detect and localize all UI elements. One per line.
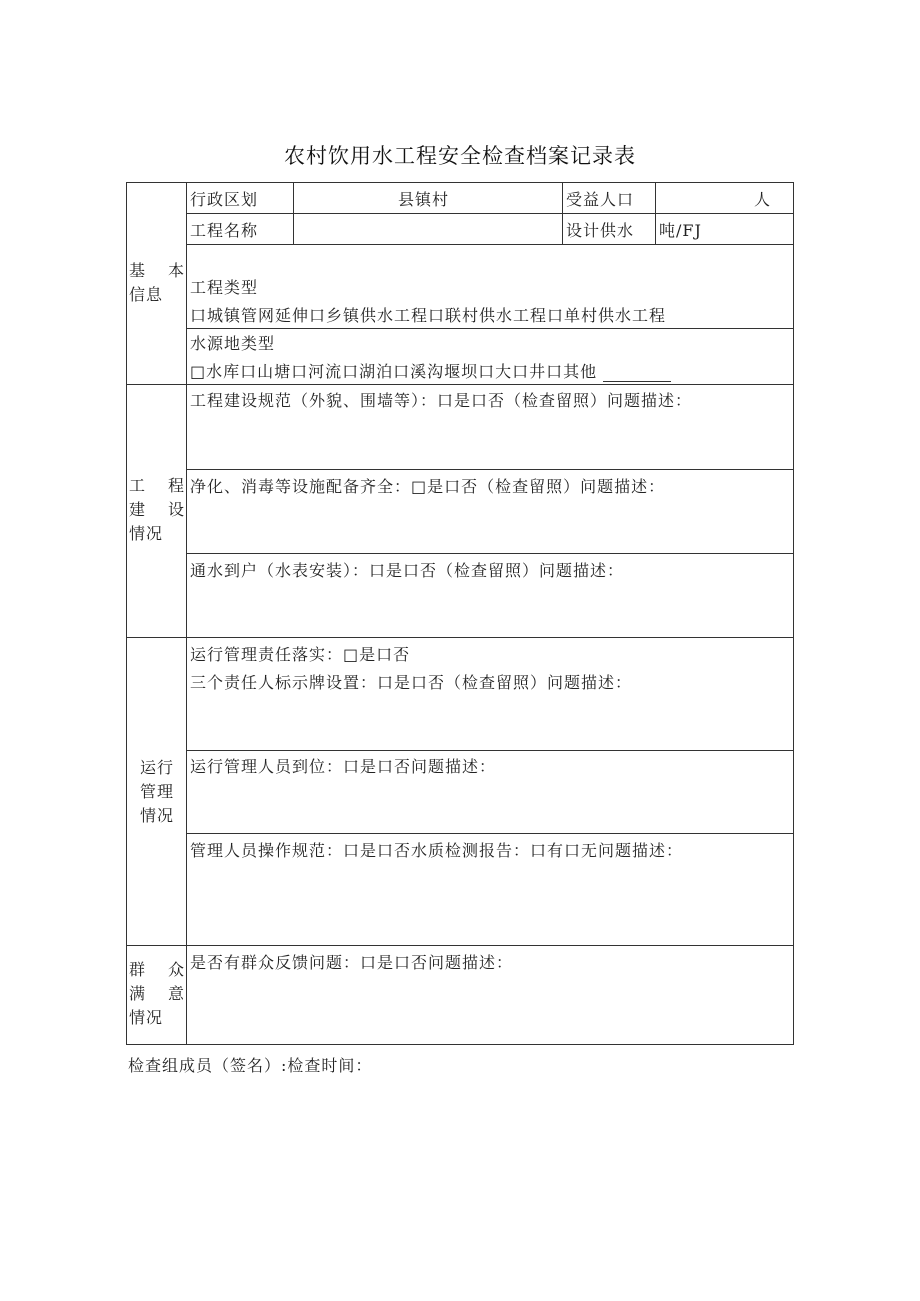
region-value: 县镇村: [398, 190, 450, 209]
section-label-construction: 工 程 建 设 情况: [129, 476, 185, 543]
responsibility-item[interactable]: 运行管理责任落实：□是口否: [190, 645, 411, 664]
section-column-divider: [186, 182, 187, 1045]
row-divider: [186, 553, 794, 554]
row-divider: [186, 244, 794, 245]
design-supply-unit: 吨/FJ: [659, 221, 702, 240]
row-divider: [186, 750, 794, 751]
row-divider: [186, 469, 794, 470]
signature-footer: 检查组成员（签名）:检查时间：: [128, 1056, 373, 1075]
section-label-operation: 运行 管理 情况: [139, 758, 174, 825]
construction-standard-item[interactable]: 工程建设规范（外貌、围墙等）：口是口否（检查留照）问题描述：: [190, 391, 693, 410]
section-label-satisfaction: 群 众 满 意 情况: [129, 960, 185, 1027]
section-divider: [126, 945, 794, 946]
project-type-options[interactable]: 口城镇管网延伸口乡镇供水工程口联村供水工程口单村供水工程: [190, 306, 667, 325]
section-divider: [126, 384, 794, 385]
project-name-value[interactable]: [297, 216, 559, 242]
other-blank[interactable]: [603, 367, 671, 382]
water-to-household-item[interactable]: 通水到户（水表安装）：口是口否（检查留照）问题描述：: [190, 561, 625, 580]
design-supply-label: 设计供水: [566, 221, 635, 240]
operation-standard-item[interactable]: 管理人员操作规范：口是口否水质检测报告：口有口无问题描述：: [190, 841, 684, 860]
row-divider: [186, 213, 794, 214]
row-divider: [186, 328, 794, 329]
form-title: 农村饮用水工程安全检查档案记录表: [284, 144, 636, 168]
population-unit: 人: [754, 190, 772, 209]
staff-in-place-item[interactable]: 运行管理人员到位：口是口否问题描述：: [190, 757, 497, 776]
project-name-label: 工程名称: [190, 221, 259, 240]
section-divider: [126, 637, 794, 638]
row-divider: [186, 833, 794, 834]
facilities-item[interactable]: 净化、消毒等设施配备齐全：□是口否（检查留照）问题描述：: [190, 477, 666, 496]
section-label-basic-info: 基 本 信息: [129, 261, 185, 304]
water-source-options[interactable]: □水库口山塘口河流口湖泊口溪沟堰坝口大口井口其他: [190, 362, 671, 382]
project-type-label: 工程类型: [190, 278, 259, 297]
water-source-label: 水源地类型: [190, 334, 276, 353]
region-label: 行政区划: [190, 190, 259, 209]
signboard-item[interactable]: 三个责任人标示牌设置：口是口否（检查留照）问题描述：: [190, 673, 633, 692]
public-feedback-item[interactable]: 是否有群众反馈问题：口是口否问题描述：: [190, 953, 514, 972]
population-label: 受益人口: [566, 190, 635, 209]
